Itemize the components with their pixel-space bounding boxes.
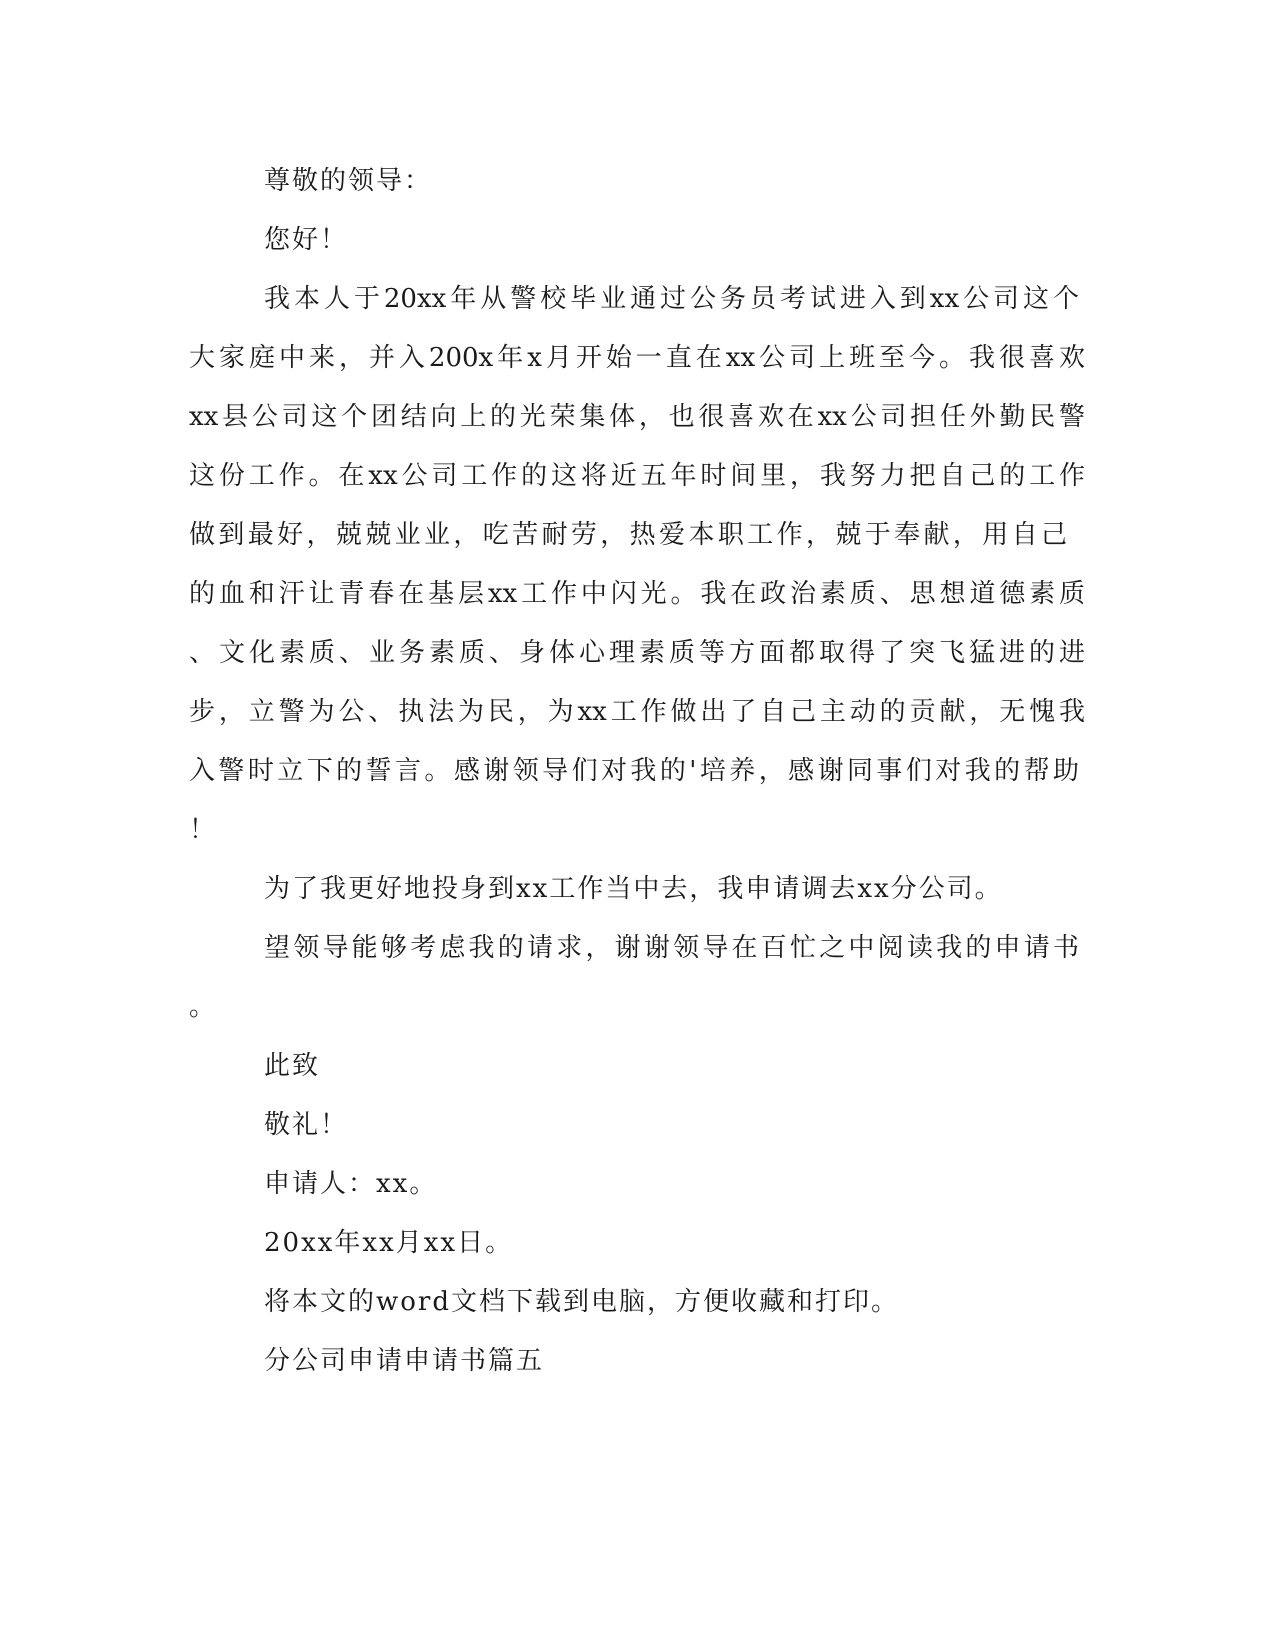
paragraph-line: ！ (189, 815, 218, 845)
paragraph-line: xx县公司这个团结向上的光荣集体，也很喜欢在xx公司担任外勤民警 (189, 402, 1085, 432)
letter-date: 20xx年xx月xx日。 (264, 1228, 514, 1258)
paragraph-line: 入警时立下的誓言。感谢领导们对我的'培养，感谢同事们对我的帮助 (189, 756, 1079, 786)
greeting: 您好！ (264, 225, 349, 255)
paragraph-line: 的血和汗让青春在基层xx工作中闪光。我在政治素质、思想道德素质 (189, 579, 1085, 609)
paragraph-line: 大家庭中来，并入200x年x月开始一直在xx公司上班至今。我很喜欢 (189, 343, 1085, 373)
paragraph-line: 、文化素质、业务素质、身体心理素质等方面都取得了突飞猛进的进 (189, 638, 1085, 668)
paragraph-line: 这份工作。在xx公司工作的这将近五年时间里，我努力把自己的工作 (189, 461, 1085, 491)
paragraph-line: 我本人于20xx年从警校毕业通过公务员考试进入到xx公司这个 (264, 284, 1079, 314)
paragraph-line: 。 (189, 992, 218, 1022)
applicant-signature: 申请人：xx。 (264, 1169, 438, 1199)
section-title: 分公司申请申请书篇五 (264, 1346, 545, 1376)
transfer-request: 为了我更好地投身到xx工作当中去，我申请调去xx分公司。 (264, 874, 1003, 904)
closing-salute: 敬礼！ (264, 1110, 349, 1140)
download-note: 将本文的word文档下载到电脑，方便收藏和打印。 (264, 1287, 899, 1317)
paragraph-line: 做到最好，兢兢业业，吃苦耐劳，热爱本职工作，兢于奉献，用自己 (189, 520, 1067, 550)
closing-line: 此致 (264, 1051, 321, 1081)
paragraph-line: 望领导能够考虑我的请求，谢谢领导在百忙之中阅读我的申请书 (264, 933, 1079, 963)
paragraph-line: 步，立警为公、执法为民，为xx工作做出了自己主动的贡献，无愧我 (189, 697, 1085, 727)
salutation: 尊敬的领导： (264, 166, 433, 196)
